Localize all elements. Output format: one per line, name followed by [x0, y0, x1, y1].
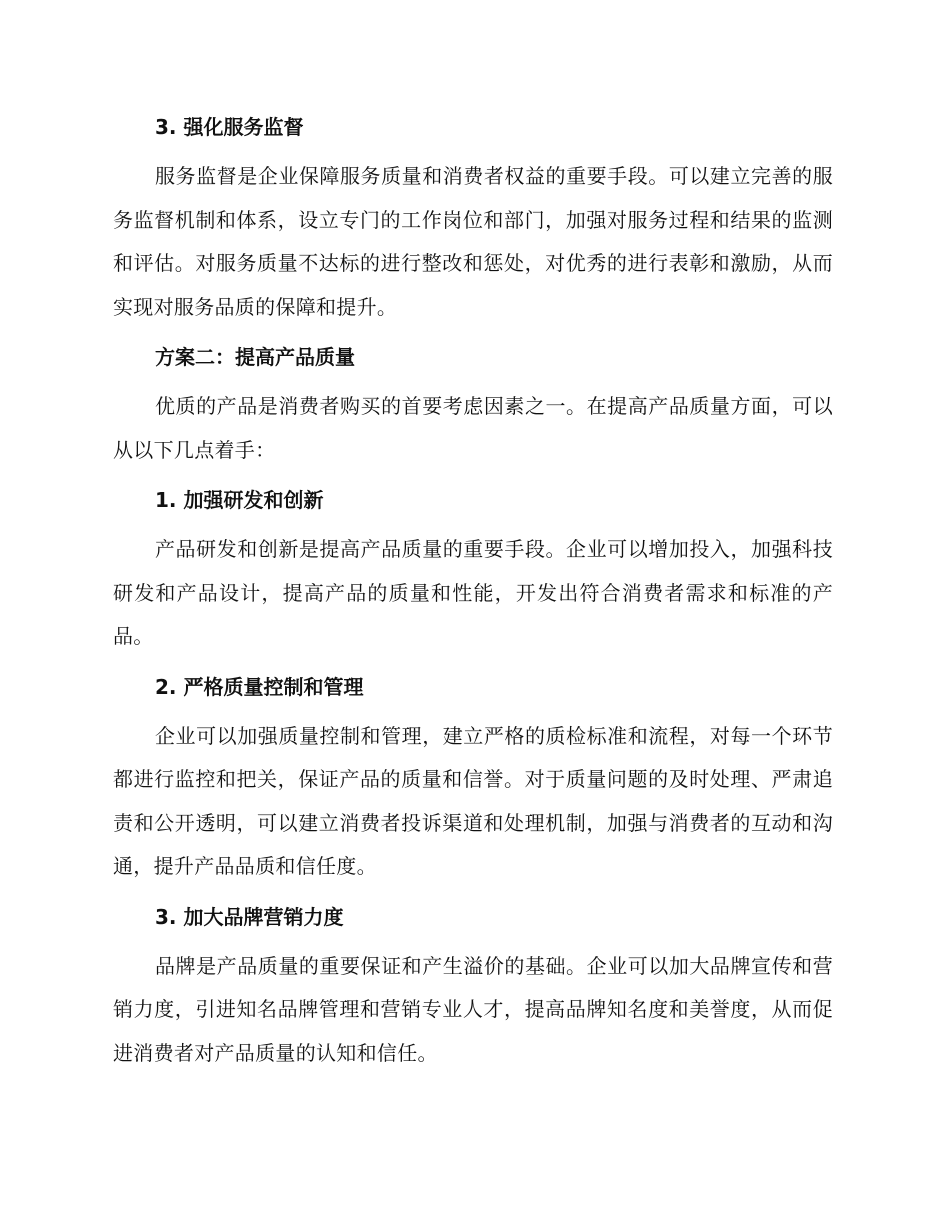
section-heading-brand-marketing: 3. 加大品牌营销力度 — [155, 904, 344, 929]
section-heading-rd-innovation: 1. 加强研发和创新 — [155, 488, 324, 512]
section-heading-quality-control: 2. 严格质量控制和管理 — [155, 674, 364, 699]
paragraph-rd-innovation: 产品研发和创新是提高产品质量的重要手段。企业可以增加投入，加强科技研发和产品设计，提高产品的质量和性能，开发出符合消费者需求和标准的产品。 — [113, 537, 833, 648]
document-body — [113, 108, 833, 1084]
section-heading-strengthen-service-supervision: 3. 强化服务监督 — [155, 115, 304, 139]
paragraph-brand-marketing: 品牌是产品质量的重要保证和产生溢价的基础。企业可以加大品牌宣传和营销力度，引进知名品牌管理和营销专业人才，提高品牌知名度和美誉度，从而促进消费者对产品质量的认知和信任。 — [113, 953, 833, 1065]
paragraph-service-supervision: 服务监督是企业保障服务质量和消费者权益的重要手段。可以建立完善的服务监督机制和体系，设立专门的工作岗位和部门，加强对服务过程和结果的监测和评估。对服务质量不达标的进行整改和惩处，对优秀的进行表彰和激励，从而实现对服务品质的保障和提升。 — [113, 164, 833, 319]
paragraph-product-quality-intro: 优质的产品是消费者购买的首要考虑因素之一。在提高产品质量方面，可以从以下几点着手： — [113, 394, 833, 462]
section-heading-plan-two: 方案二：提高产品质量 — [155, 345, 355, 369]
paragraph-quality-control: 企业可以加强质量控制和管理，建立严格的质检标准和流程，对每一个环节都进行监控和把关，保证产品的质量和信誉。对于质量问题的及时处理、严肃追责和公开透明，可以建立消费者投诉渠道和处理机制，加强与消费者的互动和沟通，提升产品品质和信任度。 — [113, 723, 833, 878]
